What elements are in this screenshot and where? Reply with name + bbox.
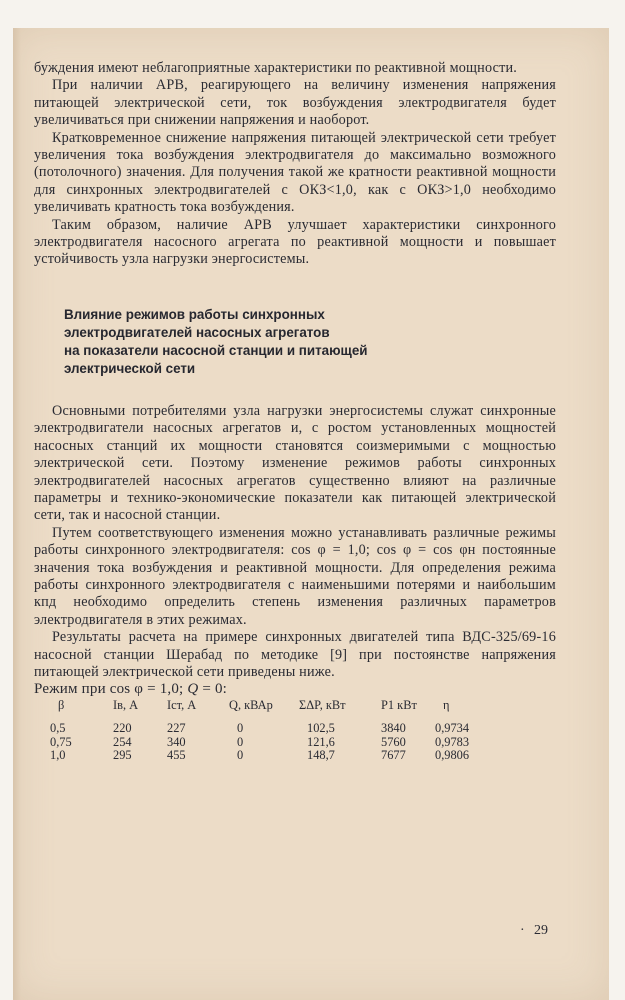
table-cell: 220 bbox=[113, 721, 132, 736]
table-cell: 121,6 bbox=[307, 734, 335, 749]
table-cell: 7677 bbox=[381, 748, 406, 763]
table-cell: 0,5 bbox=[50, 721, 66, 736]
table-cell: 0,75 bbox=[50, 734, 72, 749]
header-iv: Iв, А bbox=[113, 697, 139, 712]
paragraph: При наличии АРВ, реагирующего на величину изменения напряжения питающей электрической сети, ток возбуждения электродвигателя будет увеличиваться при снижении напряжения и наоборот. bbox=[34, 77, 556, 129]
mode-line-suffix: = 0: bbox=[202, 681, 228, 698]
table-cell: 5760 bbox=[381, 734, 406, 749]
header-ist: Iст, А bbox=[167, 697, 197, 712]
table-cell: 340 bbox=[167, 734, 186, 749]
table-cell: 254 bbox=[113, 734, 132, 749]
table-cell: 0 bbox=[237, 748, 244, 763]
table-header-row bbox=[50, 699, 503, 723]
table-cell: 0,9806 bbox=[435, 748, 470, 763]
mode-line-q: Q bbox=[187, 681, 199, 698]
table-cell: 148,7 bbox=[307, 748, 335, 763]
paragraph: Путем соответствующего изменения можно устанавливать различные режимы работы синхронного электродвигателя: cos φ = 1,0; cos φ = cos φн постоянные значения тока возбуждения и реактивной мощности. Для определения режима работы синхронного электродвигателя с наименьшими потерями и наибольшим кпд необходимо определить степень изменения различных параметров электродвигателя в этих режимах. bbox=[34, 524, 556, 628]
table-cell: 0 bbox=[237, 734, 244, 749]
bottom-text-block bbox=[34, 403, 556, 682]
book-page bbox=[13, 28, 609, 1000]
paragraph: Кратковременное снижение напряжения питающей электрической сети требует увеличения тока возбуждения электродвигателя до максимально возможного (потолочного) значения. Для получения такой же кратности реактивной мощности для синхронных электродвигателей с ОКЗ<1,0, как с ОКЗ>1,0 необходимо увеличивать кратность тока возбуждения. bbox=[34, 129, 556, 216]
table-row bbox=[50, 749, 503, 763]
paragraph: Результаты расчета на примере синхронных двигателей типа ВДС-325/69-16 насосной станции Шерабад по методике [9] при постоянстве напряжения питающей электрической сети приведены ниже. bbox=[34, 629, 556, 680]
table-cell: 227 bbox=[167, 721, 186, 736]
table-cell: 3840 bbox=[381, 721, 406, 736]
table-cell: 295 bbox=[113, 748, 132, 763]
mode-line bbox=[34, 681, 556, 698]
header-beta: β bbox=[58, 697, 65, 712]
table-cell: 455 bbox=[167, 748, 186, 763]
table-cell: 0,9783 bbox=[435, 734, 470, 749]
results-table bbox=[50, 699, 503, 763]
header-losses: ΣΔP, кВт bbox=[299, 697, 346, 712]
header-eta: η bbox=[443, 697, 450, 712]
page-dot: · bbox=[520, 923, 525, 938]
table-cell: 102,5 bbox=[307, 721, 335, 736]
section-heading: Влияние режимов работы синхронных электродвигателей насосных агрегатов на показатели насосной станции и питающей электрической сети bbox=[64, 306, 368, 376]
table-cell: 0,9734 bbox=[435, 721, 470, 736]
table-row bbox=[50, 736, 503, 750]
table-row bbox=[50, 722, 503, 736]
page-number: 29 bbox=[534, 923, 548, 938]
paragraph: Таким образом, наличие АРВ улучшает характеристики синхронного электродвигателя насосного агрегата по реактивной мощности и повышает устойчивость узла нагрузки энергосистемы. bbox=[34, 216, 556, 268]
top-text-block bbox=[34, 60, 556, 269]
paragraph: буждения имеют неблагоприятные характеристики по реактивной мощности. bbox=[34, 60, 518, 76]
header-q: Q, кВАр bbox=[229, 697, 273, 712]
table-cell: 1,0 bbox=[50, 748, 66, 763]
table-cell: 0 bbox=[237, 721, 244, 736]
header-p1: P1 кВт bbox=[381, 697, 417, 712]
mode-line-prefix: Режим при cos φ = 1,0; bbox=[34, 681, 184, 698]
paragraph: Основными потребителями узла нагрузки энергосистемы служат синхронные электродвигатели насосных агрегатов и, с ростом установленных мощностей насосных станций их мощности становятся соизмеримыми с мощностью электрической сети. Поэтому изменение режимов работы синхронных электродвигателей насосных агрегатов существенно влияют на различные параметры и технико-экономические показатели как питающей электрической сети, так и насосной станции. bbox=[34, 402, 556, 524]
page-body bbox=[34, 60, 556, 763]
